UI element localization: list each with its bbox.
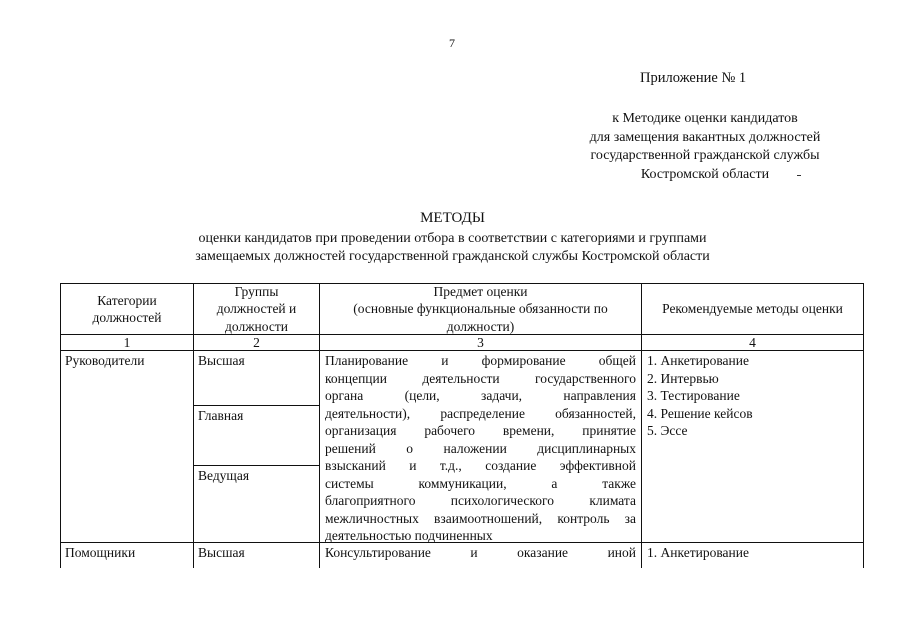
appendix-line: государственной гражданской службы <box>590 148 820 163</box>
column-number: 1 <box>123 335 131 350</box>
methods-cell <box>647 544 749 562</box>
subtitle-line: оценки кандидатов при проведении отбора в соответствии с категориями и группами <box>198 231 707 246</box>
subject-line: органа (цели, задачи, направления <box>325 388 636 403</box>
methods-cell <box>647 352 753 440</box>
category-cell: Помощники <box>65 545 136 560</box>
method-item: 2. Интервью <box>647 370 719 386</box>
appendix-line: Костромской области <box>640 166 770 182</box>
subject-line: Планирование и формирование общей <box>325 353 636 368</box>
subject-line: концепции деятельности государственного <box>325 370 636 386</box>
category-cell: Руководители <box>65 353 145 368</box>
header-text: Предмет оценки <box>433 283 528 299</box>
column-number: 2 <box>253 335 260 350</box>
header-text: Рекомендуемые методы оценки <box>662 301 843 317</box>
method-item: 5. Эссе <box>647 423 688 438</box>
subject-line: Консультирование и оказание иной <box>325 545 636 560</box>
method-item: 4. Решение кейсов <box>647 405 753 421</box>
header-groups <box>194 284 319 334</box>
appendix-label: Приложение № 1 <box>640 70 747 86</box>
header-text: должностей <box>92 310 162 325</box>
method-item: 3. Тестирование <box>647 388 740 403</box>
methods-table <box>60 283 864 568</box>
column-number: 3 <box>477 335 484 350</box>
subject-line: деятельности), распределение обязанностей, <box>325 405 636 421</box>
appendix-reference <box>560 110 850 184</box>
header-categories <box>61 284 193 334</box>
table-rule <box>193 405 319 406</box>
appendix-line: к Методике оценки кандидатов <box>612 111 798 126</box>
group-cell: Ведущая <box>198 468 250 483</box>
method-item: 1. Анкетирование <box>647 353 749 368</box>
subject-cell <box>325 352 636 545</box>
appendix-line: для замещения вакантных должностей <box>589 129 821 145</box>
subject-cell <box>325 544 636 562</box>
table-rule <box>863 283 864 568</box>
header-text: Группы <box>234 283 279 299</box>
header-text: должности <box>225 318 288 334</box>
subject-line: взысканий и т.д., создание эффективной <box>325 458 636 473</box>
document-title: МЕТОДЫ <box>420 210 485 226</box>
method-item: 1. Анкетирование <box>647 545 749 560</box>
subject-line: благоприятного психологического климата <box>325 493 636 508</box>
header-text: (основные функциональные обязанности по <box>353 301 608 317</box>
header-methods <box>642 284 863 334</box>
header-text: Категории <box>97 292 157 308</box>
subject-line: организация рабочего времени, принятие <box>325 423 636 438</box>
header-subject <box>320 284 641 334</box>
subject-line: межличностных взаимоотношений, контроль за <box>325 510 636 526</box>
group-cell: Главная <box>198 408 244 423</box>
group-cell: Высшая <box>198 545 245 560</box>
subject-line: решений о наложении дисциплинарных <box>325 440 636 456</box>
subject-line: деятельностью подчиненных <box>325 528 493 543</box>
page-number: 7 <box>449 36 455 50</box>
table-rule <box>193 465 319 466</box>
scan-speck <box>797 175 801 176</box>
column-number: 4 <box>749 335 756 350</box>
group-cell: Высшая <box>198 353 245 368</box>
header-text: должностей и <box>216 301 297 317</box>
document-subtitle <box>0 230 905 265</box>
subtitle-line: замещаемых должностей государственной гражданской службы Костромской области <box>195 248 710 264</box>
subject-line: системы коммуникации, а также <box>325 475 636 491</box>
header-text: должности) <box>446 318 515 334</box>
